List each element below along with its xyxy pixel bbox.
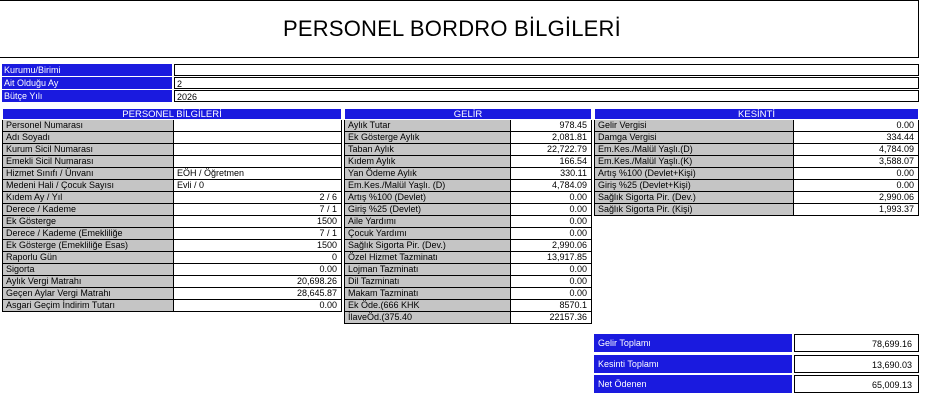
gelir-value: 4,784.09: [511, 180, 592, 192]
personel-value: 20,698.26: [174, 276, 342, 288]
gelir-value: 2,990.06: [511, 240, 592, 252]
gelir-label: Taban Aylık: [344, 144, 511, 156]
info-label-kurum: Kurumu/Birimi: [2, 64, 172, 76]
kesinti-value: 0.00: [794, 168, 919, 180]
gelir-label: Artış %100 (Devlet): [344, 192, 511, 204]
personel-label: Asgari Geçim İndirim Tutarı: [2, 300, 174, 312]
total-label-kesinti: Kesinti Toplamı: [594, 355, 792, 373]
section-kesinti: KESİNTİ: [594, 108, 919, 120]
gelir-value: 978.45: [511, 120, 592, 132]
gelir-label: Lojman Tazminatı: [344, 264, 511, 276]
info-value-ay: 2: [174, 77, 919, 89]
personel-value: [174, 120, 342, 132]
personel-value: 0.00: [174, 300, 342, 312]
gelir-label: İlaveÖd.(375.40: [344, 312, 511, 324]
personel-label: Adı Soyadı: [2, 132, 174, 144]
total-value-gelir: 78,699.16: [794, 334, 919, 352]
gelir-value: 0.00: [511, 216, 592, 228]
personel-label: Medeni Hali / Çocuk Sayısı: [2, 180, 174, 192]
gelir-label: Özel Hizmet Tazminatı: [344, 252, 511, 264]
kesinti-value: 0.00: [794, 180, 919, 192]
personel-label: Hizmet Sınıfı / Ünvanı: [2, 168, 174, 180]
info-value-yil: 2026: [174, 90, 919, 102]
kesinti-label: Em.Kes./Malül Yaşlı.(K): [594, 156, 794, 168]
personel-label: Kıdem Ay / Yıl: [2, 192, 174, 204]
gelir-value: 13,917.85: [511, 252, 592, 264]
kesinti-label: Gelir Vergisi: [594, 120, 794, 132]
gelir-value: 166.54: [511, 156, 592, 168]
personel-label: Aylık Vergi Matrahı: [2, 276, 174, 288]
kesinti-value: 3,588.07: [794, 156, 919, 168]
personel-value: 0.00: [174, 264, 342, 276]
gelir-value: 22,722.79: [511, 144, 592, 156]
personel-label: Kurum Sicil Numarası: [2, 144, 174, 156]
personel-label: Ek Gösterge: [2, 216, 174, 228]
kesinti-value: 0.00: [794, 120, 919, 132]
gelir-label: Aylık Tutar: [344, 120, 511, 132]
gelir-value: 0.00: [511, 228, 592, 240]
personel-value: 7 / 1: [174, 204, 342, 216]
personel-label: Ek Gösterge (Emekliliğe Esas): [2, 240, 174, 252]
personel-value: EÖH / Öğretmen: [174, 168, 342, 180]
kesinti-value: 4,784.09: [794, 144, 919, 156]
gelir-value: 0.00: [511, 264, 592, 276]
gelir-label: Dil Tazminatı: [344, 276, 511, 288]
gelir-value: 0.00: [511, 192, 592, 204]
personel-label: Derece / Kademe (Emekliliğe: [2, 228, 174, 240]
personel-value: [174, 144, 342, 156]
section-personel: PERSONEL BİLGİLERİ: [2, 108, 342, 120]
gelir-value: 0.00: [511, 204, 592, 216]
gelir-label: Makam Tazminatı: [344, 288, 511, 300]
info-label-ay: Ait Olduğu Ay: [2, 77, 172, 89]
kesinti-label: Artış %100 (Devlet+Kişi): [594, 168, 794, 180]
gelir-value: 22157.36: [511, 312, 592, 324]
gelir-label: Em.Kes./Malül Yaşlı. (D): [344, 180, 511, 192]
personel-value: 0: [174, 252, 342, 264]
total-value-kesinti: 13,690.03: [794, 355, 919, 373]
gelir-label: Kıdem Aylık: [344, 156, 511, 168]
personel-label: Emekli Sicil Numarası: [2, 156, 174, 168]
total-label-net: Net Ödenen: [594, 375, 792, 393]
kesinti-label: Sağlık Sigorta Pir. (Kişi): [594, 204, 794, 216]
personel-label: Personel Numarası: [2, 120, 174, 132]
personel-value: 1500: [174, 240, 342, 252]
kesinti-label: Sağlık Sigorta Pir. (Dev.): [594, 192, 794, 204]
personel-value: 1500: [174, 216, 342, 228]
personel-value: 28,645.87: [174, 288, 342, 300]
gelir-value: 0.00: [511, 288, 592, 300]
gelir-value: 2,081.81: [511, 132, 592, 144]
kesinti-value: 1,993.37: [794, 204, 919, 216]
gelir-label: Giriş %25 (Devlet): [344, 204, 511, 216]
gelir-label: Sağlık Sigorta Pir. (Dev.): [344, 240, 511, 252]
info-value-kurum: [174, 64, 919, 76]
page-title: PERSONEL BORDRO BİLGİLERİ: [283, 16, 621, 41]
personel-label: Derece / Kademe: [2, 204, 174, 216]
personel-value: Evli / 0: [174, 180, 342, 192]
total-label-gelir: Gelir Toplamı: [594, 334, 792, 352]
kesinti-label: Em.Kes./Malül Yaşlı.(D): [594, 144, 794, 156]
kesinti-value: 2,990.06: [794, 192, 919, 204]
gelir-label: Çocuk Yardımı: [344, 228, 511, 240]
gelir-label: Ek Öde.(666 KHK: [344, 300, 511, 312]
info-label-yil: Bütçe Yılı: [2, 90, 172, 102]
gelir-label: Ek Gösterge Aylık: [344, 132, 511, 144]
personel-value: 2 / 6: [174, 192, 342, 204]
gelir-label: Yan Ödeme Aylık: [344, 168, 511, 180]
personel-value: [174, 156, 342, 168]
kesinti-label: Giriş %25 (Devlet+Kişi): [594, 180, 794, 192]
personel-label: Geçen Aylar Vergi Matrahı: [2, 288, 174, 300]
personel-label: Sigorta: [2, 264, 174, 276]
kesinti-label: Damga Vergisi: [594, 132, 794, 144]
title-box: [0, 0, 919, 58]
personel-value: 7 / 1: [174, 228, 342, 240]
gelir-value: 330.11: [511, 168, 592, 180]
gelir-value: 0.00: [511, 276, 592, 288]
gelir-value: 8570.1: [511, 300, 592, 312]
gelir-label: Aile Yardımı: [344, 216, 511, 228]
section-gelir: GELİR: [344, 108, 592, 120]
total-value-net: 65,009.13: [794, 375, 919, 393]
personel-label: Raporlu Gün: [2, 252, 174, 264]
kesinti-value: 334.44: [794, 132, 919, 144]
personel-value: [174, 132, 342, 144]
